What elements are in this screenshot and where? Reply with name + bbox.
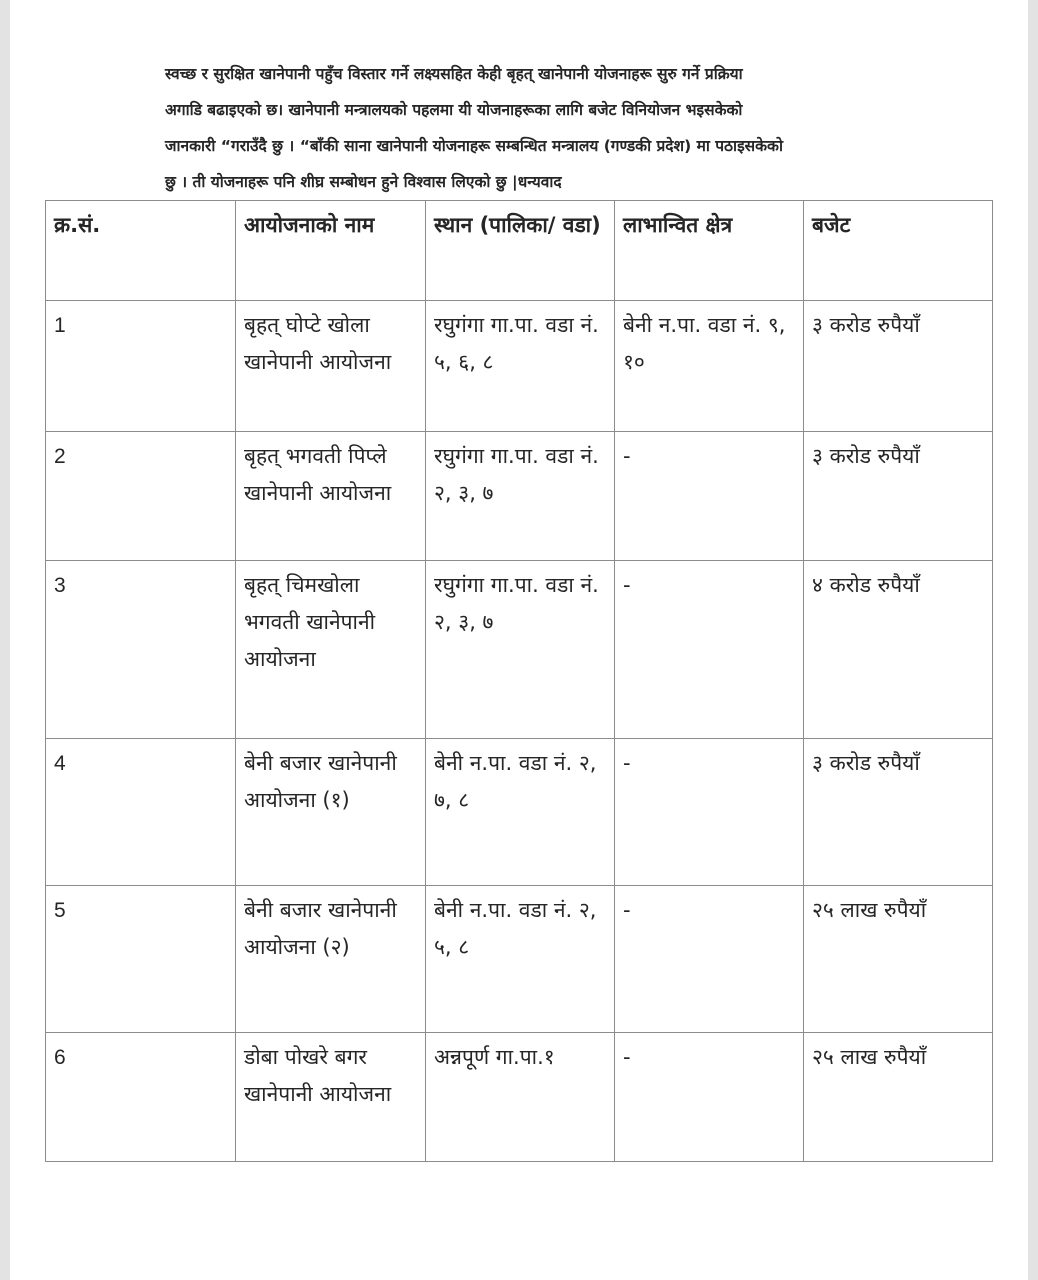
cell-beneficiary-area: -: [615, 739, 804, 886]
cell-location: अन्नपूर्ण गा.पा.१: [426, 1033, 615, 1162]
header-serial-number: क्र.सं.: [46, 201, 236, 301]
left-frame-border: [0, 0, 10, 1280]
table-row: [46, 1033, 993, 1162]
intro-paragraph: [165, 56, 1005, 200]
cell-project-name: बेनी बजार खानेपानी आयोजना (१): [236, 739, 426, 886]
cell-budget: २५ लाख रुपैयाँ: [804, 886, 993, 1033]
cell-serial-number: 5: [46, 886, 236, 1033]
cell-location: बेनी न.पा. वडा नं. २, ७, ८: [426, 739, 615, 886]
header-location: स्थान (पालिका/ वडा): [426, 201, 615, 301]
cell-beneficiary-area: -: [615, 561, 804, 739]
table-row: [46, 301, 993, 432]
cell-serial-number: 1: [46, 301, 236, 432]
cell-beneficiary-area: बेनी न.पा. वडा नं. ९, १०: [615, 301, 804, 432]
cell-budget: ४ करोड रुपैयाँ: [804, 561, 993, 739]
table-row: [46, 886, 993, 1033]
cell-beneficiary-area: -: [615, 886, 804, 1033]
intro-line: स्वच्छ र सुरक्षित खानेपानी पहुँच विस्तार गर्ने लक्ष्यसहित केही बृहत् खानेपानी योजनाहरू सुरु गर्ने प्रक्रिया: [165, 65, 743, 83]
table-header-row: [46, 201, 993, 301]
header-budget: बजेट: [804, 201, 993, 301]
project-budget-table: [45, 200, 993, 1162]
cell-beneficiary-area: -: [615, 1033, 804, 1162]
cell-project-name: बृहत् घोप्टे खोला खानेपानी आयोजना: [236, 301, 426, 432]
table-row: [46, 432, 993, 561]
intro-line: जानकारी “गराउँदै छु । “बाँकी साना खानेपानी योजनाहरू सम्बन्धित मन्त्रालय (गण्डकी प्रदेश) मा पठाइसकेको: [165, 137, 783, 155]
table-row: [46, 739, 993, 886]
cell-serial-number: 6: [46, 1033, 236, 1162]
intro-line: अगाडि बढाइएको छ। खानेपानी मन्त्रालयको पहलमा यी योजनाहरूका लागि बजेट विनियोजन भइसकेको: [165, 101, 743, 119]
header-project-name: आयोजनाको नाम: [236, 201, 426, 301]
cell-budget: ३ करोड रुपैयाँ: [804, 301, 993, 432]
cell-location: रघुगंगा गा.पा. वडा नं. २, ३, ७: [426, 432, 615, 561]
cell-location: रघुगंगा गा.पा. वडा नं. २, ३, ७: [426, 561, 615, 739]
cell-budget: ३ करोड रुपैयाँ: [804, 739, 993, 886]
cell-project-name: बेनी बजार खानेपानी आयोजना (२): [236, 886, 426, 1033]
cell-location: रघुगंगा गा.पा. वडा नं. ५, ६, ८: [426, 301, 615, 432]
cell-project-name: बृहत् भगवती पिप्ले खानेपानी आयोजना: [236, 432, 426, 561]
right-frame-border: [1028, 0, 1038, 1280]
header-beneficiary-area: लाभान्वित क्षेत्र: [615, 201, 804, 301]
cell-beneficiary-area: -: [615, 432, 804, 561]
table-row: [46, 561, 993, 739]
cell-serial-number: 4: [46, 739, 236, 886]
cell-serial-number: 2: [46, 432, 236, 561]
cell-location: बेनी न.पा. वडा नं. २, ५, ८: [426, 886, 615, 1033]
cell-budget: ३ करोड रुपैयाँ: [804, 432, 993, 561]
cell-project-name: डोबा पोखरे बगर खानेपानी आयोजना: [236, 1033, 426, 1162]
cell-serial-number: 3: [46, 561, 236, 739]
cell-budget: २५ लाख रुपैयाँ: [804, 1033, 993, 1162]
cell-project-name: बृहत् चिमखोला भगवती खानेपानी आयोजना: [236, 561, 426, 739]
intro-line: छु । ती योजनाहरू पनि शीघ्र सम्बोधन हुने विश्वास लिएको छु |धन्यवाद: [165, 173, 562, 191]
